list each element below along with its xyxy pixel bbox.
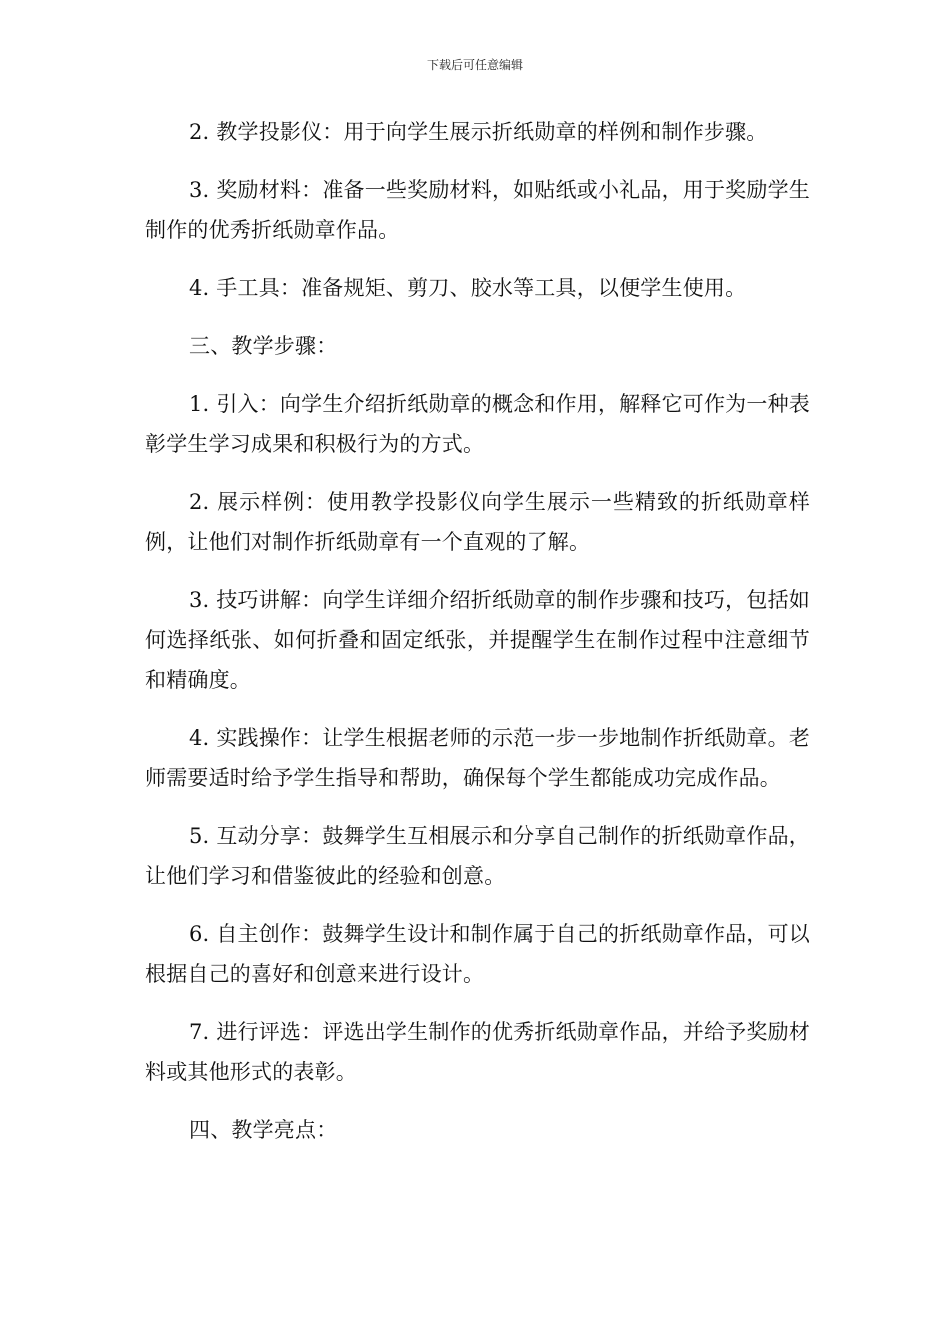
- paragraph-practice: 4. 实践操作：让学生根据老师的示范一步一步地制作折纸勋章。老师需要适时给予学生指导和帮助，确保每个学生都能成功完成作品。: [145, 726, 810, 790]
- paragraph-introduction: 1. 引入：向学生介绍折纸勋章的概念和作用，解释它可作为一种表彰学生学习成果和积极行为的方式。: [145, 392, 810, 456]
- paragraph-technique: 3. 技巧讲解：向学生详细介绍折纸勋章的制作步骤和技巧，包括如何选择纸张、如何折叠和固定纸张，并提醒学生在制作过程中注意细节和精确度。: [145, 588, 810, 692]
- section-heading-highlights: 四、教学亮点：: [189, 1118, 338, 1142]
- paragraph-sharing: 5. 互动分享：鼓舞学生互相展示和分享自己制作的折纸勋章作品，让他们学习和借鉴彼此的经验和创意。: [145, 824, 810, 888]
- paragraph-creation: 6. 自主创作：鼓舞学生设计和制作属于自己的折纸勋章作品，可以根据自己的喜好和创意来进行设计。: [145, 922, 810, 986]
- paragraph-reward-materials: 3. 奖励材料：准备一些奖励材料，如贴纸或小礼品，用于奖励学生制作的优秀折纸勋章作品。: [145, 178, 810, 242]
- section-heading-teaching-steps: 三、教学步骤：: [189, 334, 338, 358]
- paragraph-hand-tools: 4. 手工具：准备规矩、剪刀、胶水等工具，以便学生使用。: [189, 276, 747, 300]
- paragraph-projector: 2. 教学投影仪：用于向学生展示折纸勋章的样例和制作步骤。: [189, 120, 768, 144]
- paragraph-selection: 7. 进行评选：评选出学生制作的优秀折纸勋章作品，并给予奖励材料或其他形式的表彰。: [145, 1020, 810, 1084]
- paragraph-show-samples: 2. 展示样例：使用教学投影仪向学生展示一些精致的折纸勋章样例，让他们对制作折纸勋章有一个直观的了解。: [145, 490, 810, 554]
- page-header: 下载后可任意编辑: [426, 58, 523, 72]
- document-body: [145, 112, 810, 1168]
